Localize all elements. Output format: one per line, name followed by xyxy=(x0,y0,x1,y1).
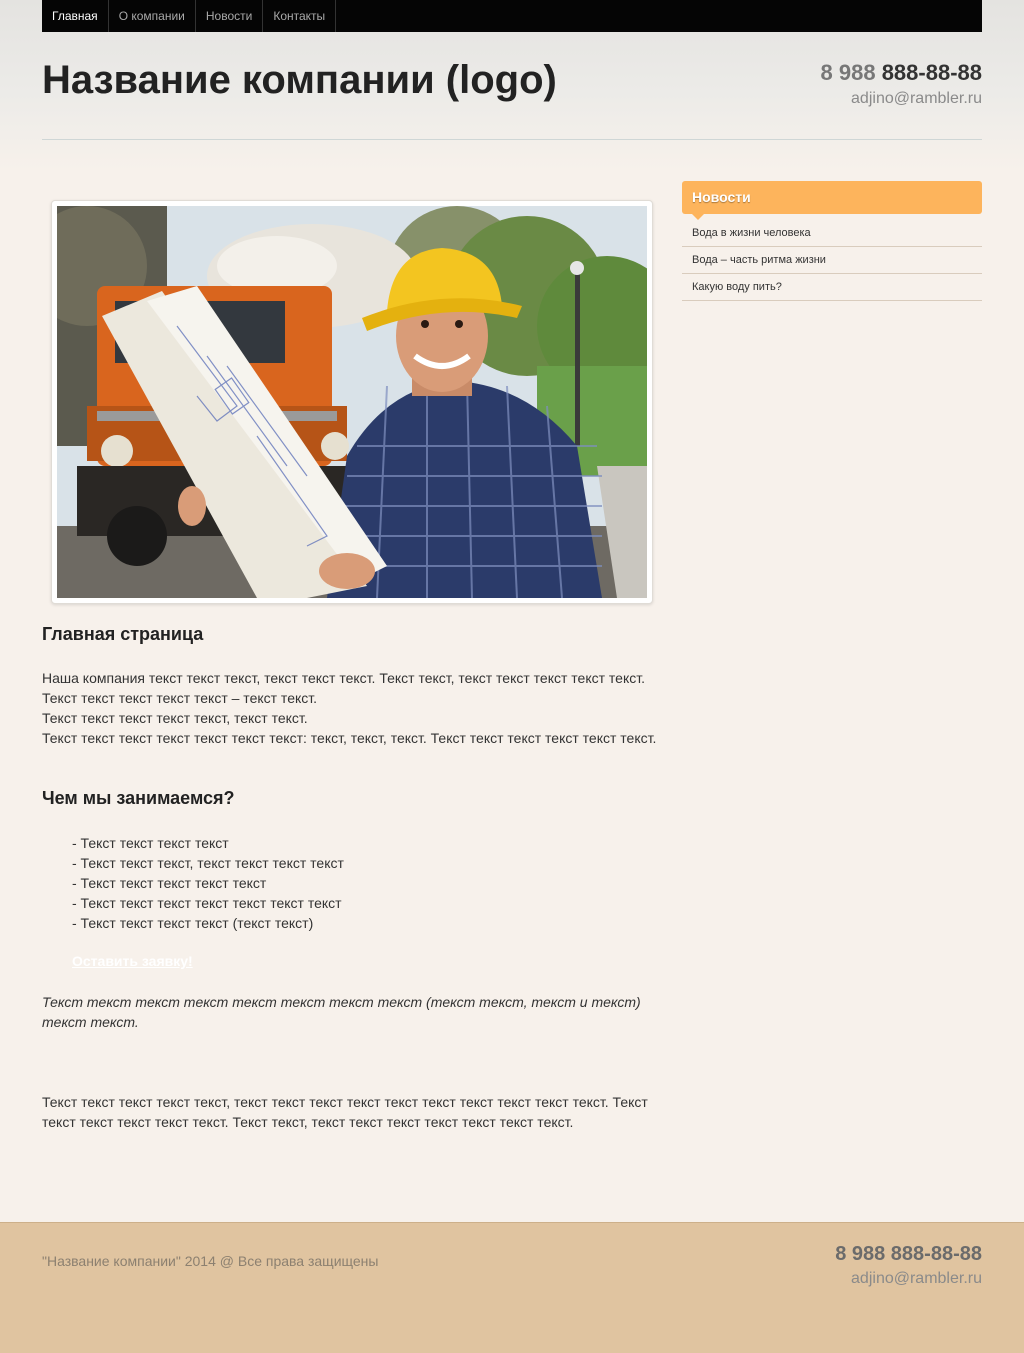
list-item: - Текст текст текст, текст текст текст текст xyxy=(72,855,344,871)
header-divider xyxy=(42,139,982,140)
nav-item-about[interactable]: О компании xyxy=(109,0,196,32)
company-logo[interactable]: Название компании (logo) xyxy=(42,58,557,102)
list-item: - Текст текст текст текст текст текст текст xyxy=(72,895,342,911)
construction-worker-photo xyxy=(57,206,647,598)
news-list xyxy=(682,220,982,301)
services-title: Чем мы занимаемся? xyxy=(42,788,235,808)
hero-image-frame xyxy=(51,200,653,604)
bottom-paragraph: Текст текст текст текст текст, текст текст текст текст текст текст текст текст текст текст. Текст текст текст текст текст текст. Текст текст, текст текст текст текст текст текст текст. xyxy=(42,1094,648,1130)
intro-line: Наша компания текст текст текст, текст текст текст. Текст текст, текст текст текст текст текст. xyxy=(42,670,645,686)
copyright-text: "Название компании" 2014 @ Все права защищены xyxy=(42,1253,379,1269)
footer xyxy=(0,1222,1024,1353)
top-nav xyxy=(42,0,982,32)
sidebar-title: Новости xyxy=(682,181,982,214)
header-email[interactable]: adjino@rambler.ru xyxy=(851,90,982,107)
header-contacts xyxy=(821,60,983,108)
italic-note: Текст текст текст текст текст текст текст текст (текст текст, текст и текст) текст текст. xyxy=(42,994,641,1030)
nav-item-contacts[interactable]: Контакты xyxy=(263,0,336,32)
footer-contacts xyxy=(835,1243,982,1288)
intro-text xyxy=(42,668,682,748)
list-item: - Текст текст текст текст xyxy=(72,835,229,851)
request-link[interactable]: Оставить заявку! xyxy=(72,953,193,969)
header-phone xyxy=(821,60,983,86)
list-item: - Текст текст текст текст текст xyxy=(72,875,267,891)
sidebar-item-news-1[interactable]: Вода в жизни человека xyxy=(682,220,982,247)
nav-item-home[interactable]: Главная xyxy=(42,0,109,32)
footer-email[interactable]: adjino@rambler.ru xyxy=(851,1270,982,1287)
header-phone-code: 8 988 xyxy=(820,60,876,85)
intro-line: Текст текст текст текст текст, текст текст. xyxy=(42,710,308,726)
sidebar-item-news-3[interactable]: Какую воду пить? xyxy=(682,274,982,301)
header-phone-number: 888-88-88 xyxy=(881,60,982,85)
page-title: Главная страница xyxy=(42,624,204,644)
sidebar-item-news-2[interactable]: Вода – часть ритма жизни xyxy=(682,247,982,274)
nav-item-news[interactable]: Новости xyxy=(196,0,263,32)
list-item: - Текст текст текст текст (текст текст) xyxy=(72,915,314,931)
intro-line: Текст текст текст текст текст – текст текст. xyxy=(42,690,318,706)
intro-line: Текст текст текст текст текст текст текст: текст, текст, текст. Текст текст текст текст текст текст. xyxy=(42,730,657,746)
footer-phone: 8 988 888-88-88 xyxy=(835,1243,982,1265)
services-list xyxy=(72,833,344,933)
news-sidebar xyxy=(682,181,982,301)
